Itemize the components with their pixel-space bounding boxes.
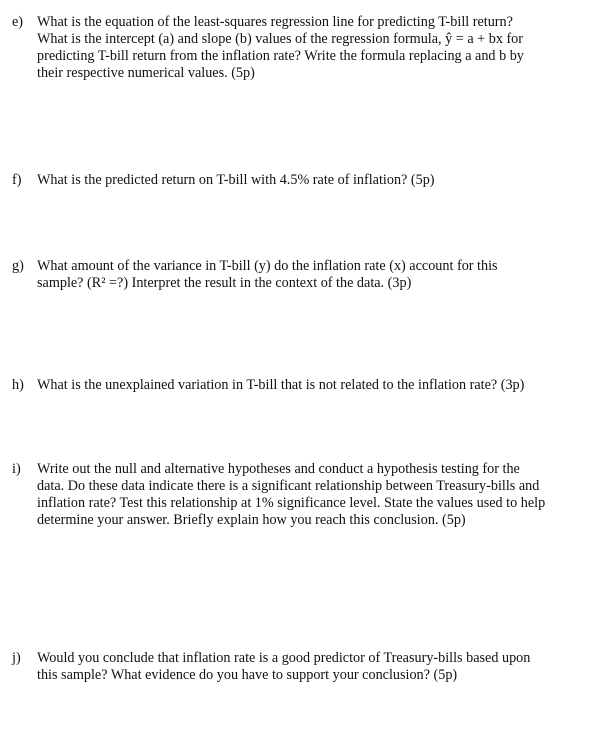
text-line: What is the intercept (a) and slope (b) values of the regression formula, ŷ = a + bx for (37, 31, 523, 47)
text-line: What is the predicted return on T-bill with 4.5% rate of inflation? (5p) (37, 172, 435, 188)
text-line: this sample? What evidence do you have to support your conclusion? (5p) (37, 667, 458, 683)
text-line: Would you conclude that inflation rate is a good predictor of Treasury-bills based upon (37, 650, 531, 666)
question-text (37, 461, 572, 529)
text-line: predicting T-bill return from the inflation rate? Write the formula replacing a and b by (37, 48, 524, 64)
question-label: e) (12, 14, 24, 30)
text-line: their respective numerical values. (5p) (37, 65, 255, 81)
question-label: f) (12, 172, 22, 188)
text-line: inflation rate? Test this relationship at 1% significance level. State the values used to help (37, 495, 546, 511)
question-label: h) (12, 377, 24, 393)
question-text (37, 14, 572, 82)
text-line: sample? (R² =?) Interpret the result in the context of the data. (3p) (37, 275, 412, 291)
question-text (37, 172, 572, 189)
question-i (12, 461, 572, 529)
question-h (12, 377, 572, 394)
text-line: What is the unexplained variation in T-bill that is not related to the inflation rate? (3p) (37, 377, 525, 393)
text-line: data. Do these data indicate there is a significant relationship between Treasury-bills and (37, 478, 540, 494)
text-line: What amount of the variance in T-bill (y) do the inflation rate (x) account for this (37, 258, 498, 274)
question-e (12, 14, 572, 82)
question-text (37, 650, 572, 684)
text-line: Write out the null and alternative hypotheses and conduct a hypothesis testing for the (37, 461, 520, 477)
text-line: determine your answer. Briefly explain how you reach this conclusion. (5p) (37, 512, 466, 528)
question-g (12, 258, 572, 292)
text-line: What is the equation of the least-squares regression line for predicting T-bill return? (37, 14, 513, 30)
question-text (37, 377, 572, 394)
question-j (12, 650, 572, 684)
question-text (37, 258, 572, 292)
question-label: i) (12, 461, 21, 477)
question-label: j) (12, 650, 21, 666)
question-label: g) (12, 258, 24, 274)
question-f (12, 172, 572, 189)
